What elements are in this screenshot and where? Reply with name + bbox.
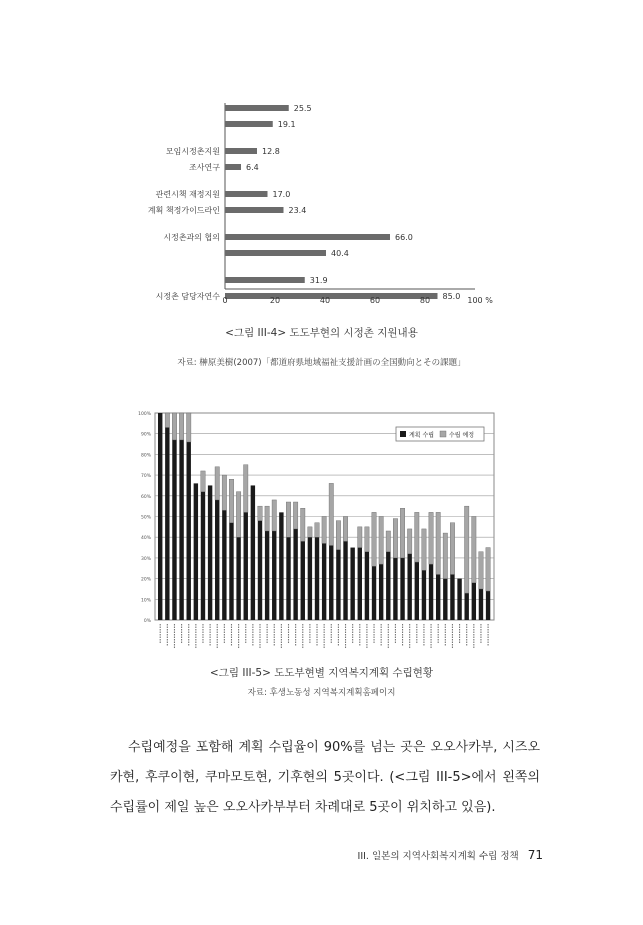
axis-unit-label: % [485, 296, 493, 305]
bar-planned-upcoming [201, 471, 205, 492]
bar-value-label: 6.4 [246, 163, 259, 172]
category-label: 시정촌과의 협의 [163, 233, 220, 242]
bar-planned-established [301, 541, 305, 620]
bar-planned-upcoming [315, 523, 319, 537]
page-footer [358, 848, 543, 862]
bar-planned-established [215, 500, 219, 620]
y-tick-label: 80% [140, 453, 151, 459]
bar-planned-established [464, 593, 468, 620]
bar-planned-established [336, 550, 340, 620]
bar-planned-established [158, 413, 162, 620]
bar [225, 234, 390, 240]
bar-planned-established [293, 529, 297, 620]
tick-label: 20 [269, 296, 281, 305]
bar-planned-established [194, 483, 198, 620]
bar-planned-established [244, 512, 248, 620]
category-label: 계획 책정가이드라인 [147, 206, 220, 215]
bar-planned-established [443, 579, 447, 620]
category-label: 조사연구 [189, 163, 220, 172]
bar-planned-upcoming [372, 512, 376, 566]
bar-planned-upcoming [479, 552, 483, 589]
bar-planned-established [165, 427, 169, 620]
category-label: 모임시정촌지원 [165, 147, 220, 156]
bar-planned-established [229, 523, 233, 620]
bar-planned-upcoming [450, 523, 454, 575]
tick-label: 60 [369, 296, 381, 305]
figure-4-caption: <그림 III-4> 도도부현의 시정촌 지원내용 [225, 327, 418, 339]
figure-5-caption: <그림 III-5> 도도부현별 지역복지계획 수립현황 [209, 667, 434, 679]
bar-planned-established [329, 545, 333, 620]
y-tick-label: 20% [140, 577, 151, 583]
tick-label: 0 [222, 296, 228, 305]
bar-planned-upcoming [407, 529, 411, 554]
y-tick-label: 50% [140, 515, 151, 521]
bar-planned-established [201, 492, 205, 620]
bar-value-label: 17.0 [272, 190, 291, 199]
bar-planned-established [386, 552, 390, 620]
tick-label: 100 [467, 296, 483, 305]
bar-planned-upcoming [472, 517, 476, 583]
bar-planned-established [179, 440, 183, 620]
bar-planned-upcoming [258, 506, 262, 520]
bar-planned-established [172, 440, 176, 620]
bar-planned-established [372, 566, 376, 620]
bar-planned-established [258, 521, 262, 620]
category-label: 시정촌 담당자연수 [155, 292, 220, 301]
legend-label: 계획 수립 [409, 432, 435, 439]
bar-planned-established [415, 562, 419, 620]
y-tick-label: 70% [140, 474, 151, 480]
bar-planned-established [358, 548, 362, 620]
bar-planned-established [279, 512, 283, 620]
bar-value-label: 85.0 [442, 292, 461, 301]
bar-planned-upcoming [301, 508, 305, 541]
bar-planned-upcoming [422, 529, 426, 570]
bar-value-label: 19.1 [277, 120, 296, 129]
legend-label: 수립 예정 [449, 432, 475, 439]
figure-5-stacked-bar-chart [0, 405, 643, 665]
category-label: 관련시책 재정지원 [155, 190, 220, 199]
bar-value-label: 25.5 [293, 104, 312, 113]
bar-planned-upcoming [286, 502, 290, 537]
bar-planned-upcoming [179, 413, 183, 440]
tick-label: 40 [319, 296, 331, 305]
bar-planned-upcoming [272, 500, 276, 531]
bar-planned-established [407, 554, 411, 620]
bar-planned-upcoming [293, 502, 297, 529]
bar-value-label: 23.4 [288, 206, 307, 215]
bar-planned-established [365, 552, 369, 620]
bar [225, 121, 273, 127]
bar-planned-upcoming [236, 492, 240, 538]
bar-planned-upcoming [336, 521, 340, 550]
bar-planned-upcoming [400, 508, 404, 558]
bar-value-label: 40.4 [331, 249, 349, 258]
bar-value-label: 12.8 [262, 147, 280, 156]
bar-planned-established [286, 537, 290, 620]
figure-5-source: 자료: 후생노동성 지역복지계획홈페이지 [247, 688, 396, 698]
bar [225, 105, 289, 111]
bar-planned-upcoming [229, 479, 233, 522]
y-tick-label: 40% [140, 536, 151, 542]
legend [396, 427, 484, 441]
page-number: 71 [527, 848, 543, 862]
figure-4-source: 자료: 榊原美樹(2007)「都道府県地域福祉支援計画の全国動向とその課題」 [177, 358, 466, 368]
bar-planned-upcoming [343, 517, 347, 542]
bar-planned-established [350, 548, 354, 620]
y-tick-label: 0% [143, 619, 151, 624]
bar-planned-upcoming [393, 519, 397, 558]
bar [225, 191, 268, 197]
bar-planned-upcoming [365, 527, 369, 552]
bar [225, 277, 305, 283]
bar-planned-established [251, 485, 255, 620]
bar [225, 207, 284, 213]
bar-planned-upcoming [308, 527, 312, 537]
bar-planned-established [457, 579, 461, 620]
bar-planned-upcoming [329, 483, 333, 545]
body-paragraph: 수립예정을 포함해 계획 수립율이 90%를 넘는 곳은 오오사카부, 시즈오카현, 후쿠이현, 쿠마모토현, 기후현의 5곳이다. (<그림 III-5>에서 왼쪽의 수립률이 제일 높은 오오사카부부터 차례대로 5곳이 위치하고 있음). [110, 740, 540, 815]
y-tick-label: 30% [140, 556, 151, 562]
bar [225, 293, 438, 299]
y-tick-label: 100% [138, 412, 151, 417]
bar-planned-established [400, 558, 404, 620]
bar-planned-upcoming [172, 413, 176, 440]
bar-planned-upcoming [222, 475, 226, 510]
bar-planned-upcoming [429, 512, 433, 564]
bar-planned-established [265, 531, 269, 620]
tick-label: 80 [419, 296, 431, 305]
y-tick-label: 60% [140, 494, 151, 500]
bar-planned-established [315, 537, 319, 620]
bar-planned-established [208, 485, 212, 620]
bar-planned-upcoming [464, 506, 468, 593]
bar-value-label: 31.9 [309, 276, 328, 285]
bar-planned-upcoming [165, 413, 169, 427]
y-tick-label: 10% [140, 598, 151, 604]
bar-planned-upcoming [486, 548, 490, 591]
bar-planned-established [379, 564, 383, 620]
bar-planned-upcoming [244, 465, 248, 513]
bar [225, 250, 326, 256]
footer-chapter-title: III. 일본의 지역사회복지계획 수립 정책 [357, 851, 519, 862]
bar-planned-upcoming [215, 467, 219, 500]
bar-planned-established [322, 543, 326, 620]
bar-planned-established [393, 558, 397, 620]
bar-planned-upcoming [187, 413, 191, 442]
bar-planned-upcoming [379, 517, 383, 565]
bar-planned-established [429, 564, 433, 620]
y-tick-label: 90% [140, 432, 151, 438]
bar-planned-upcoming [443, 533, 447, 579]
bar [225, 148, 257, 154]
bar-planned-established [272, 531, 276, 620]
bar-planned-upcoming [415, 512, 419, 562]
bar-planned-upcoming [358, 527, 362, 548]
bar-value-label: 66.0 [395, 233, 413, 242]
bar-planned-established [486, 591, 490, 620]
legend-swatch [400, 431, 406, 437]
bar-planned-upcoming [322, 517, 326, 544]
bar-planned-established [479, 589, 483, 620]
bar-planned-established [436, 574, 440, 620]
bar-planned-established [343, 541, 347, 620]
legend-swatch [440, 431, 446, 437]
bar-planned-established [450, 574, 454, 620]
bar-planned-established [222, 510, 226, 620]
bar-planned-established [187, 442, 191, 620]
bar-planned-upcoming [436, 512, 440, 574]
bar-planned-upcoming [386, 531, 390, 552]
bar-planned-upcoming [265, 506, 269, 531]
bar-planned-established [236, 537, 240, 620]
bar-planned-established [472, 583, 476, 620]
bar [225, 164, 241, 170]
bar-planned-established [422, 570, 426, 620]
bar-planned-established [308, 537, 312, 620]
